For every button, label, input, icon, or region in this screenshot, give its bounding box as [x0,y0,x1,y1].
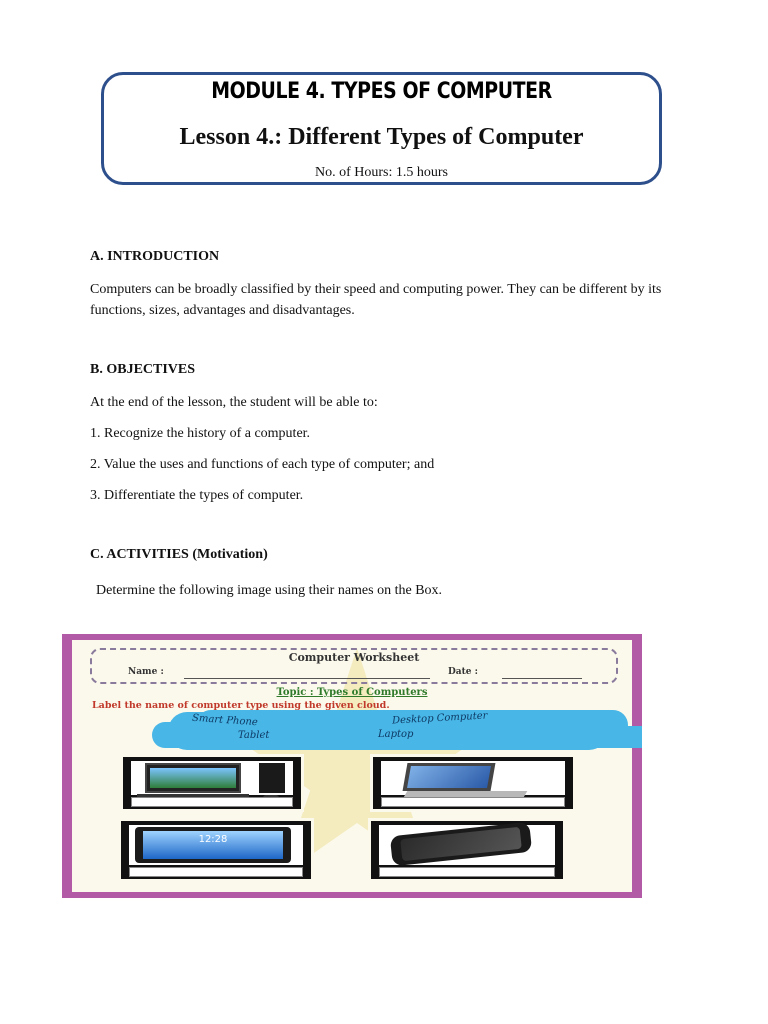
tablet-card [118,818,314,882]
introduction-body: Computers can be broadly classified by their speed and computing power. They can be different by its functions, sizes, advantages and disadvantages. [90,282,662,318]
objectives-heading: B. OBJECTIVES [90,362,196,377]
system-unit-icon [259,763,285,793]
laptop-picture [381,761,565,795]
desktop-computer-card [120,754,304,812]
objective-item: 2. Value the uses and functions of each type of computer; and [90,457,435,472]
name-blank-line [184,678,430,679]
worksheet-name-label: Name : [128,667,164,677]
worksheet-paper [72,640,632,892]
desktop-picture [131,761,293,795]
cloud-word-laptop: Laptop [378,729,414,740]
worksheet-instruction: Label the name of computer type using the given cloud. [92,700,390,711]
introduction-heading: A. INTRODUCTION [90,249,220,264]
worksheet-title: Computer Worksheet [288,651,420,664]
date-blank-line [502,678,582,679]
objective-item: 1. Recognize the history of a computer. [90,426,311,441]
answer-box [379,867,555,877]
lesson-title: Lesson 4.: Different Types of Computer [179,124,584,150]
worksheet-topic: Topic : Types of Computers [276,687,428,698]
objectives-lead: At the end of the lesson, the student will be able to: [90,395,378,410]
activities-instruction: Determine the following image using their names on the Box. [96,583,443,598]
answer-box [131,797,293,807]
answer-box [381,797,565,807]
word-cloud [168,712,608,750]
worksheet-date-label: Date : [448,667,478,677]
cloud-word-tablet: Tablet [238,730,270,741]
smartphone-icon [390,822,532,866]
tablet-picture [129,825,303,865]
monitor-icon [145,763,241,793]
tablet-icon [135,827,291,863]
answer-box [129,867,303,877]
module-title-box [101,72,662,185]
laptop-card [370,754,576,812]
laptop-icon [403,763,496,791]
computer-worksheet-image [62,634,642,898]
tablet-clock-text: 12:28 [198,834,228,845]
smart-phone-picture [379,825,555,865]
worksheet-header-box [90,648,618,684]
module-title: MODULE 4. TYPES OF COMPUTER [211,79,552,104]
cloud-word-desktop-computer: Desktop Computer [391,710,488,727]
objective-item: 3. Differentiate the types of computer. [90,488,304,503]
activities-heading: C. ACTIVITIES (Motivation) [90,547,268,562]
smart-phone-card [368,818,566,882]
cloud-word-smart-phone: Smart Phone [191,712,259,729]
hours-text: No. of Hours: 1.5 hours [315,165,448,180]
